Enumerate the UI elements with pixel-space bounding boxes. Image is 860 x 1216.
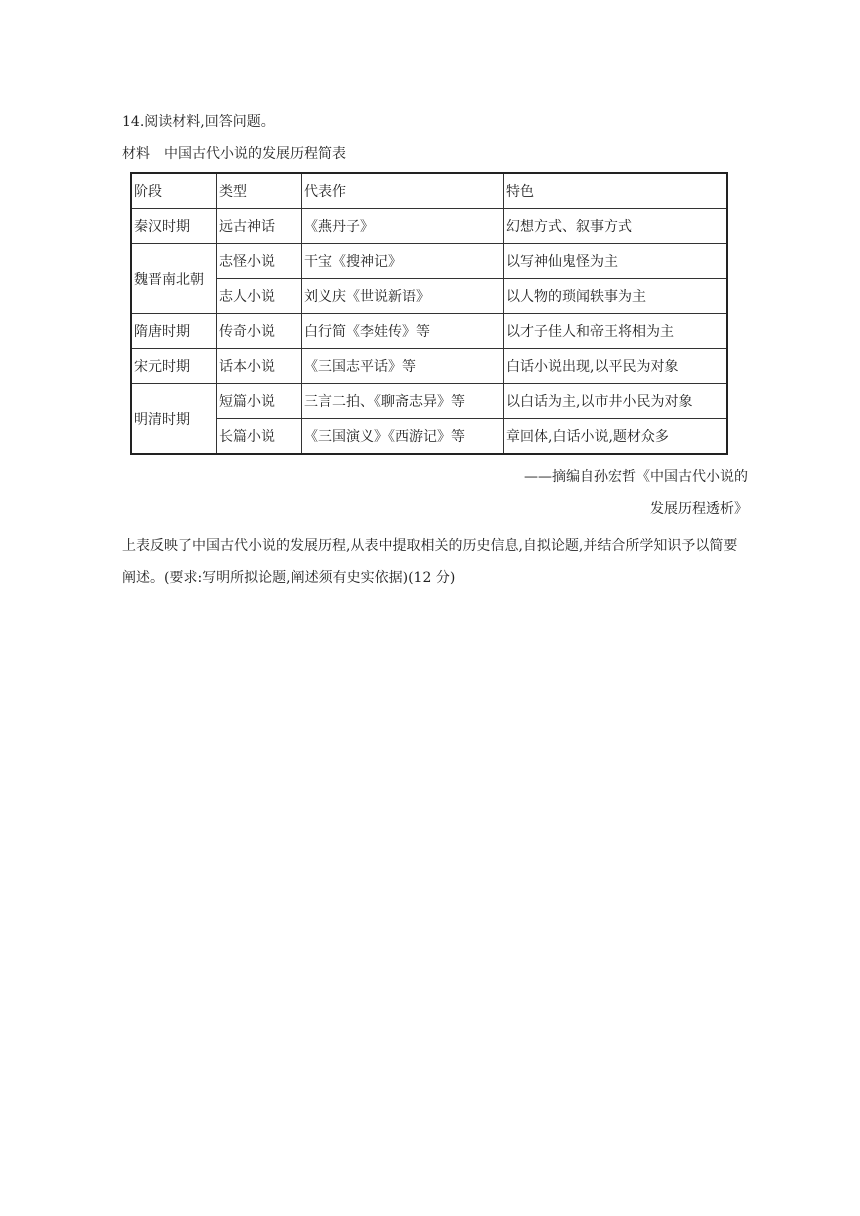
cell-feature: 幻想方式、叙事方式: [504, 209, 728, 244]
table-row: [131, 384, 727, 419]
cell-type: 长篇小说: [217, 419, 302, 455]
cell-stage: 魏晋南北朝: [131, 244, 217, 314]
cell-type: 志人小说: [217, 279, 302, 314]
cell-type: 志怪小说: [217, 244, 302, 279]
header-work: 代表作: [302, 173, 504, 209]
cell-feature: 以人物的琐闻轶事为主: [504, 279, 728, 314]
table-row: [131, 419, 727, 455]
header-type: 类型: [217, 173, 302, 209]
cell-feature: 白话小说出现,以平民为对象: [504, 349, 728, 384]
question-prompt: 上表反映了中国古代小说的发展历程,从表中提取相关的历史信息,自拟论题,并结合所学知识予以简要阐述。(要求:写明所拟论题,阐述须有史实依据)(12 分): [122, 538, 738, 586]
cell-work: 干宝《搜神记》: [302, 244, 504, 279]
cell-work: 三言二拍、《聊斋志异》等: [302, 384, 504, 419]
cell-work: 《三国志平话》等: [302, 349, 504, 384]
question-title: 14.阅读材料,回答问题。: [122, 114, 275, 130]
material-heading: [122, 144, 346, 164]
cell-stage: 明清时期: [131, 384, 217, 455]
cell-work: 刘义庆《世说新语》: [302, 279, 504, 314]
material-label: 材料: [122, 146, 150, 162]
cell-work: 白行简《李娃传》等: [302, 314, 504, 349]
cell-stage: 隋唐时期: [131, 314, 217, 349]
header-feature: 特色: [504, 173, 728, 209]
header-stage: 阶段: [131, 173, 217, 209]
source-citation-line1: ——摘编自孙宏哲《中国古代小说的: [524, 469, 748, 485]
table-row: [131, 279, 727, 314]
table-row: [131, 209, 727, 244]
cell-type: 话本小说: [217, 349, 302, 384]
cell-work: 《燕丹子》: [302, 209, 504, 244]
cell-type: 短篇小说: [217, 384, 302, 419]
cell-stage: 秦汉时期: [131, 209, 217, 244]
material-title: 中国古代小说的发展历程简表: [164, 146, 346, 162]
cell-type: 传奇小说: [217, 314, 302, 349]
source-citation-line2: 发展历程透析》: [650, 501, 748, 517]
table-header-row: [131, 173, 727, 209]
table-row: [131, 314, 727, 349]
cell-feature: 以写神仙鬼怪为主: [504, 244, 728, 279]
cell-stage: 宋元时期: [131, 349, 217, 384]
cell-work: 《三国演义》《西游记》等: [302, 419, 504, 455]
table-row: [131, 349, 727, 384]
novel-history-table: [130, 172, 728, 455]
cell-feature: 章回体,白话小说,题材众多: [504, 419, 728, 455]
cell-type: 远古神话: [217, 209, 302, 244]
cell-feature: 以白话为主,以市井小民为对象: [504, 384, 728, 419]
cell-feature: 以才子佳人和帝王将相为主: [504, 314, 728, 349]
table-row: [131, 244, 727, 279]
